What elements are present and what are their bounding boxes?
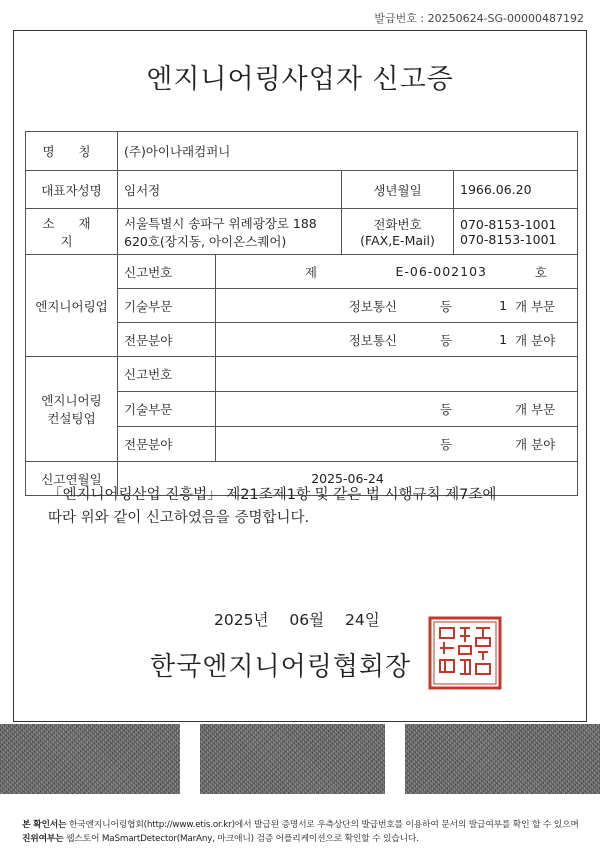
- cons-spec-suffix: 개 분야: [515, 437, 556, 452]
- issue-day: 24일: [345, 611, 380, 629]
- cons-spec-label: 전문분야: [118, 427, 216, 462]
- eng-tech-count: 1: [499, 298, 508, 313]
- eng-reg-value-cell: [216, 255, 578, 289]
- statement-line-1: 「엔지니어링산업 진흥법」 제21조제1항 및 같은 법 시행규칙 제7조에: [48, 487, 497, 503]
- eng-spec-label: 전문분야: [118, 323, 216, 357]
- eng-spec-count: 1: [499, 332, 508, 347]
- address-line-2: 620호(장지동, 아이온스퀘어): [124, 233, 287, 249]
- address-value: [118, 209, 342, 255]
- footer-line-1-text: 한국엔지니어링협회(http://www.etis.or.kr)에서 발급된 증명서로 우측상단의 발급번호를 이용하여 문서의 발급여부를 확인 할 수 있으며: [66, 820, 579, 830]
- issue-month: 06월: [289, 611, 325, 629]
- statement-line-2: 따라 위와 같이 신고하였음을 증명합니다.: [48, 510, 310, 526]
- consulting-label-line-1: 엔지니어링: [41, 393, 102, 408]
- cons-tech-label: 기술부문: [118, 392, 216, 427]
- cons-reg-value-cell: [216, 357, 578, 392]
- issue-date: [214, 608, 390, 630]
- security-pattern-2: [200, 724, 385, 794]
- security-pattern-3: [405, 724, 600, 794]
- address-line-1: 서울특별시 송파구 위례광장로 188: [124, 215, 317, 231]
- phone-value: 070-8153-1001: [460, 216, 557, 232]
- fax-value: 070-8153-1001: [460, 231, 557, 247]
- phone-label-cell: [342, 209, 454, 255]
- eng-tech-value-cell: [216, 289, 578, 323]
- official-seal-icon: [428, 616, 502, 690]
- eng-reg-value: E-06-002103: [395, 264, 487, 279]
- certification-statement: [48, 484, 568, 530]
- eng-reg-prefix: 제: [304, 264, 317, 280]
- fax-label: (FAX,E-Mail): [360, 233, 435, 248]
- report-date-label: 신고연월일: [26, 462, 118, 496]
- issuer-name: 한국엔지니어링협회장: [150, 652, 412, 682]
- eng-tech-suffix: 개 부문: [515, 298, 556, 314]
- eng-spec-value-cell: [216, 323, 578, 357]
- info-table: [25, 131, 578, 496]
- verification-footer: [22, 818, 592, 846]
- eng-tech-label: 기술부문: [118, 289, 216, 323]
- eng-reg-row: [26, 255, 578, 289]
- footer-line-2-text: 웹스토어 MaSmartDetector(MarAny, 마크애니) 검증 어플리케이션으로 확인할 수 있습니다.: [63, 834, 419, 844]
- cons-spec-unit: 등: [439, 437, 452, 452]
- name-value: (주)아이나래컴퍼니: [118, 132, 578, 171]
- cons-reg-label: 신고번호: [118, 357, 216, 392]
- eng-spec-field: 정보통신: [348, 332, 397, 348]
- birth-label: 생년월일: [342, 171, 454, 209]
- eng-reg-label: 신고번호: [118, 255, 216, 289]
- eng-tech-field: 정보통신: [348, 298, 397, 314]
- cons-spec-value-cell: [216, 427, 578, 462]
- birth-value: 1966.06.20: [454, 171, 578, 209]
- row-name: [26, 132, 578, 171]
- eng-spec-suffix: 개 분야: [515, 332, 556, 348]
- issue-number: 발급번호 : 20250624-SG-00000487192: [374, 12, 584, 25]
- row-representative: [26, 171, 578, 209]
- representative-label: 대표자성명: [26, 171, 118, 209]
- footer-line-1-bold: 본 확인서는: [22, 820, 67, 830]
- eng-tech-unit: 등: [439, 298, 452, 314]
- representative-value: 임서정: [118, 171, 342, 209]
- phone-value-cell: [454, 209, 578, 255]
- document-title: 엔지니어링사업자 신고증: [146, 63, 454, 95]
- eng-reg-suffix: 호: [534, 264, 547, 280]
- row-address: [26, 209, 578, 255]
- consulting-label: [26, 357, 118, 462]
- report-date-value: 2025-06-24: [118, 462, 578, 496]
- footer-line-1: [22, 818, 592, 832]
- security-pattern-1: [0, 724, 180, 794]
- footer-line-2: [22, 832, 592, 846]
- engineering-label: 엔지니어링업: [26, 255, 118, 357]
- eng-spec-unit: 등: [439, 332, 452, 348]
- name-label: 명 칭: [26, 132, 118, 171]
- phone-label: 전화번호: [373, 217, 422, 232]
- consulting-label-line-2: 컨설팅업: [47, 411, 96, 426]
- issue-year: 2025년: [214, 611, 269, 629]
- cons-tech-unit: 등: [439, 402, 452, 417]
- cons-reg-row: [26, 357, 578, 392]
- footer-line-2-bold: 진위여부는: [22, 834, 64, 844]
- address-label: 소 재 지: [26, 209, 118, 255]
- cons-tech-suffix: 개 부문: [515, 402, 556, 417]
- cons-tech-value-cell: [216, 392, 578, 427]
